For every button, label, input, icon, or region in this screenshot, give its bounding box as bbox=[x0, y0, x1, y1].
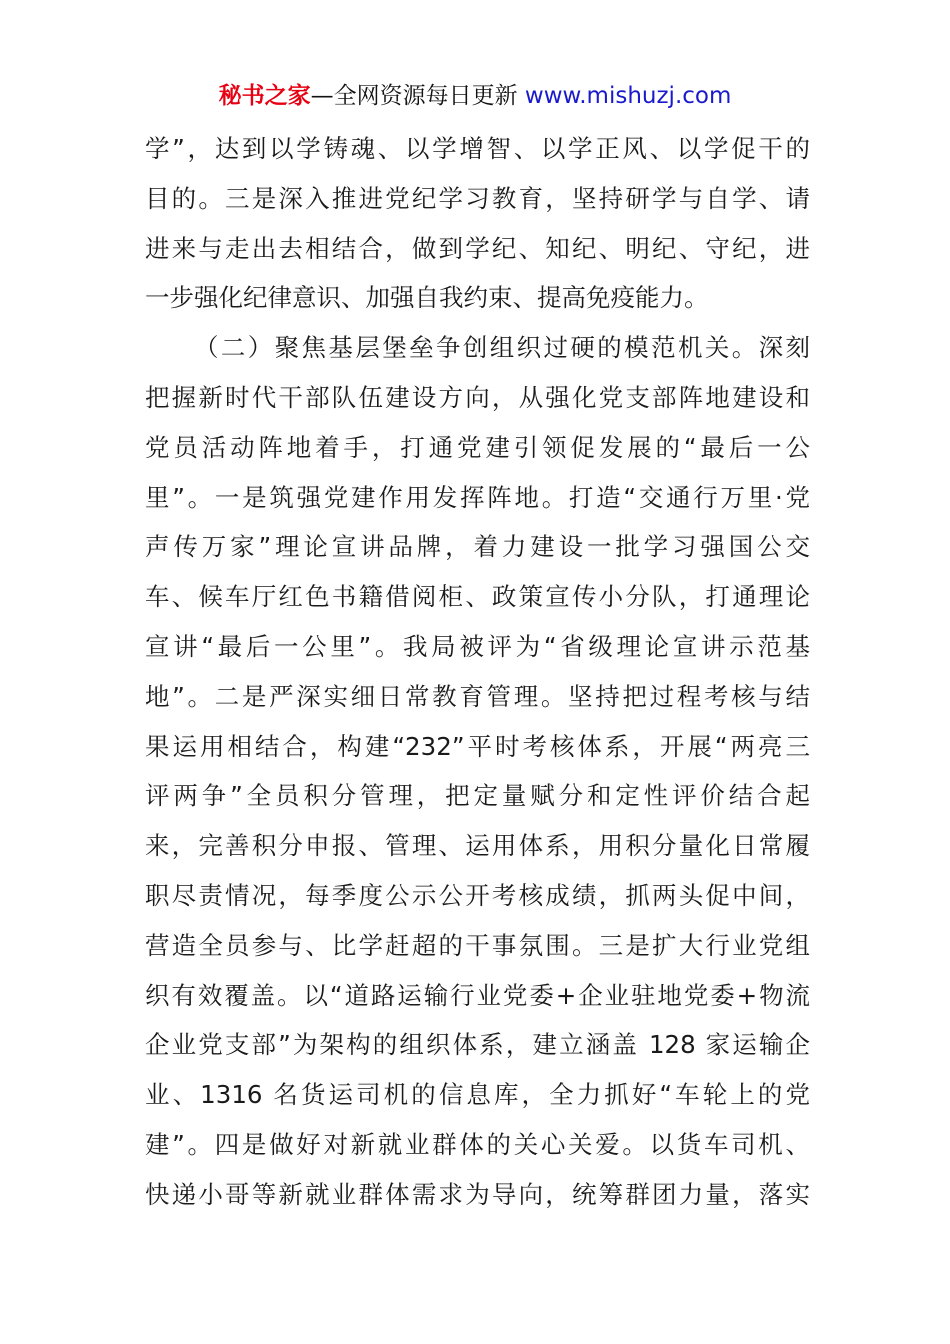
text-line: 建”。四是做好对新就业群体的关心关爱。以货车司机、 bbox=[145, 1129, 810, 1159]
text-line: 果运用相结合，构建“232”平时考核体系，开展“两亮三 bbox=[145, 731, 810, 761]
site-tagline: —全网资源每日更新 bbox=[310, 83, 518, 109]
site-brand: 秘书之家 bbox=[218, 83, 311, 109]
document-body bbox=[145, 124, 810, 1220]
text-line: 营造全员参与、比学赶超的干事氛围。三是扩大行业党组 bbox=[145, 930, 810, 960]
text-line: 评两争”全员积分管理，把定量赋分和定性评价结合起 bbox=[145, 781, 810, 811]
text-line: 一步强化纪律意识、加强自我约束、提高免疫能力。 bbox=[145, 283, 709, 313]
text-line: 学”，达到以学铸魂、以学增智、以学正风、以学促干的 bbox=[145, 134, 810, 163]
text-line: 业、1316 名货运司机的信息库，全力抓好“车轮上的党 bbox=[145, 1080, 810, 1110]
text-line: 织有效覆盖。以“道路运输行业党委+企业驻地党委+物流 bbox=[145, 980, 810, 1010]
text-line: 宣讲“最后一公里”。我局被评为“省级理论宣讲示范基 bbox=[145, 631, 810, 661]
text-line: 车、候车厅红色书籍借阅柜、政策宣传小分队，打通理论 bbox=[145, 582, 810, 612]
text-line: 声传万家”理论宣讲品牌，着力建设一批学习强国公交 bbox=[145, 532, 810, 562]
text-line: 地”。二是严深实细日常教育管理。坚持把过程考核与结 bbox=[145, 681, 810, 711]
text-line: 进来与走出去相结合，做到学纪、知纪、明纪、守纪，进 bbox=[145, 233, 810, 263]
text-line: 党员活动阵地着手，打通党建引领促发展的“最后一公 bbox=[145, 432, 810, 462]
text-line: 来，完善积分申报、管理、运用体系，用积分量化日常履 bbox=[145, 831, 810, 861]
site-url-link[interactable]: www.mishuzj.com bbox=[524, 83, 732, 109]
text-line: 企业党支部”为架构的组织体系，建立涵盖 128 家运输企 bbox=[145, 1030, 810, 1060]
site-header bbox=[0, 80, 950, 112]
text-line: 目的。三是深入推进党纪学习教育，坚持研学与自学、请 bbox=[145, 183, 810, 213]
text-line: 职尽责情况，每季度公示公开考核成绩，抓两头促中间， bbox=[145, 880, 810, 910]
section-heading-line: （二）聚焦基层堡垒争创组织过硬的模范机关。深刻 bbox=[194, 333, 810, 363]
text-line: 里”。一是筑强党建作用发挥阵地。打造“交通行万里·党 bbox=[145, 482, 810, 512]
text-line: 把握新时代干部队伍建设方向，从强化党支部阵地建设和 bbox=[145, 382, 810, 412]
text-line: 快递小哥等新就业群体需求为导向，统筹群团力量，落实 bbox=[145, 1179, 810, 1209]
